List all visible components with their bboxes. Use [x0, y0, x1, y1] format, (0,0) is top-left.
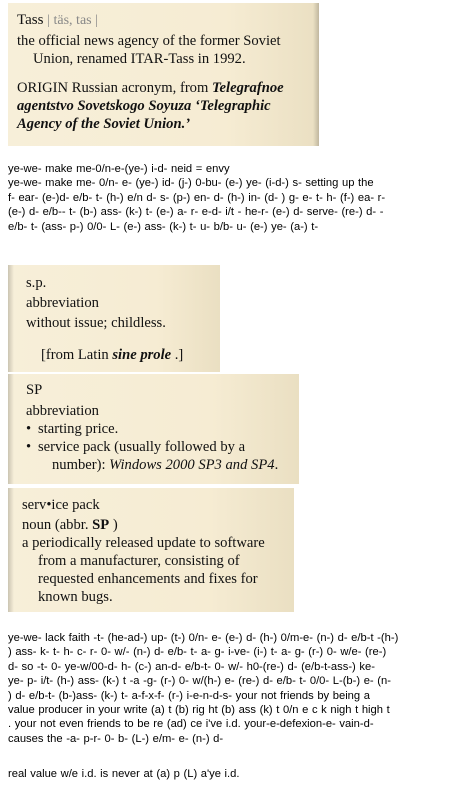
- def-line-3: requested enhancements and fixes for: [38, 571, 258, 587]
- headword: Tass: [17, 12, 44, 28]
- note-line: causes the -a- p-r- 0- b- (L-) e/m- e- (n-) d-: [8, 732, 224, 745]
- bullet-1: [26, 420, 299, 438]
- headword: serv•ice pack: [22, 497, 100, 513]
- origin-label: ORIGIN: [17, 80, 69, 96]
- definition-line-2: Union, renamed ITAR-Tass in 1992.: [33, 51, 246, 67]
- bullet-2-text: service pack (usually followed by a: [38, 439, 246, 455]
- def-line-4: known bugs.: [38, 589, 113, 605]
- bullet-icon: •: [26, 421, 32, 437]
- dictionary-card-sp-lower: [8, 265, 220, 372]
- origin-line-2: [17, 97, 311, 115]
- note-line: ye-we- make me-0/n-e-(ye-) i-d- neid = envy: [8, 163, 230, 175]
- dictionary-card-service-pack: [8, 488, 294, 612]
- origin-line-3: [17, 115, 311, 133]
- card-shadow-edge: [8, 488, 14, 612]
- note-line: . your not even friends to be re (ad) ce i've i.d. your-e-defexion-e- vain-d-: [8, 718, 374, 731]
- origin-italic-1: Telegrafnoe: [211, 80, 284, 96]
- bullet-2: [26, 438, 299, 456]
- headword-line: [17, 11, 311, 30]
- note-line: ye- p- i/t- (h-) ass- (k-) t -a -g- (r-) 0- w/(h-) e- (re-) d- e/b- t- 0/0- L-(b-) e- (n-: [8, 675, 391, 688]
- card-shadow-edge: [8, 374, 14, 484]
- def-line-1: a periodically released update to software: [22, 535, 265, 551]
- part-of-speech: abbreviation: [26, 295, 99, 311]
- pronunciation: | täs, tas |: [47, 13, 98, 28]
- note-line: f- ear- (e-)d- e/b- t- (h-) e/n d- s- (p-) en- d- (h-) in- (d- ) g- e- t- h- (f-) ea- r-: [8, 191, 386, 204]
- origin-italic-2: agentstvo Sovetskogo Soyuza ‘Telegraphic: [17, 98, 271, 114]
- card-shadow-edge: [313, 3, 319, 146]
- pos-bold: SP: [92, 517, 110, 533]
- note-line: ) d- e/b-t- (b-)ass- (k-) t- a-f-x-f- (r-) i-e-n-d-s- your not friends by being a: [8, 689, 370, 702]
- note-line: d- so -t- 0- ye-w/00-d- h- (c-) an-d- e/b-t- 0- w/- h0-(re-) d- (e/b-t-ass-) ke-: [8, 660, 375, 673]
- bullet-1-text: starting price.: [38, 421, 119, 437]
- bullet-2-suffix: .: [274, 457, 279, 473]
- origin-text: Russian acronym, from: [71, 80, 209, 96]
- note-line: ye-we- make me- 0/n- e- (ye-) id- (j-) 0-bu- (e-) ye- (i-d-) s- setting up the: [8, 177, 374, 190]
- pos-suffix: ): [112, 517, 118, 533]
- notes-bottom: [8, 631, 450, 746]
- origin-line-1: [17, 79, 311, 97]
- dictionary-card-sp-upper: [8, 374, 299, 484]
- origin-italic-3: Agency of the Soviet Union.’: [17, 116, 191, 132]
- note-line: ye-we- lack faith -t- (he-ad-) up- (t-) 0/n- e- (e-) d- (h-) 0/m-e- (n-) d- e/b-t -(h-): [8, 632, 399, 644]
- definition-line-1: the official news agency of the former Soviet: [17, 33, 281, 49]
- etym-suffix: .]: [174, 347, 184, 363]
- note-line: e/b- t- (ass- p-) 0/0- L- (e-) ass- (k-) t- u- b/b- u- (e-) ye- (a-) t-: [8, 220, 319, 233]
- part-of-speech: [22, 516, 294, 534]
- etymology: [26, 346, 220, 364]
- note-line: (e-) d- e/b-- t- (b-) ass- (k-) t- (e-) a- r- e-d- i/t - he-r- (e-) d- serve- (re-) d- -: [8, 206, 384, 219]
- bullet-2-prefix: number):: [52, 457, 106, 473]
- card-shadow-edge: [8, 265, 14, 372]
- dictionary-card-tass: [8, 3, 319, 146]
- etym-italic: sine prole: [112, 347, 172, 363]
- pos-prefix: noun (abbr.: [22, 517, 89, 533]
- etym-prefix: [from Latin: [41, 347, 109, 363]
- headword: SP: [26, 382, 43, 398]
- notes-final: [8, 767, 450, 781]
- headword: s.p.: [26, 275, 47, 291]
- bullet-icon: •: [26, 439, 32, 455]
- part-of-speech: abbreviation: [26, 403, 99, 419]
- bullet-2-continued: [26, 456, 299, 474]
- note-line: ) ass- k- t- h- c- r- 0- w/- (n-) d- e/b- t- a- g- i-ve- (i-) t- a- g- (r-) 0- w/e- (re-): [8, 646, 387, 659]
- def-line-2: from a manufacturer, consisting of: [38, 553, 240, 569]
- note-line: value producer in your write (a) t (b) rig ht (b) ass (k) t 0/n e c k nigh t high t: [8, 704, 390, 717]
- notes-top: [8, 162, 450, 234]
- definition: without issue; childless.: [26, 315, 166, 331]
- bullet-2-italic: Windows 2000 SP3 and SP4: [109, 457, 275, 473]
- note-line: real value w/e i.d. is never at (a) p (L) a'ye i.d.: [8, 768, 240, 780]
